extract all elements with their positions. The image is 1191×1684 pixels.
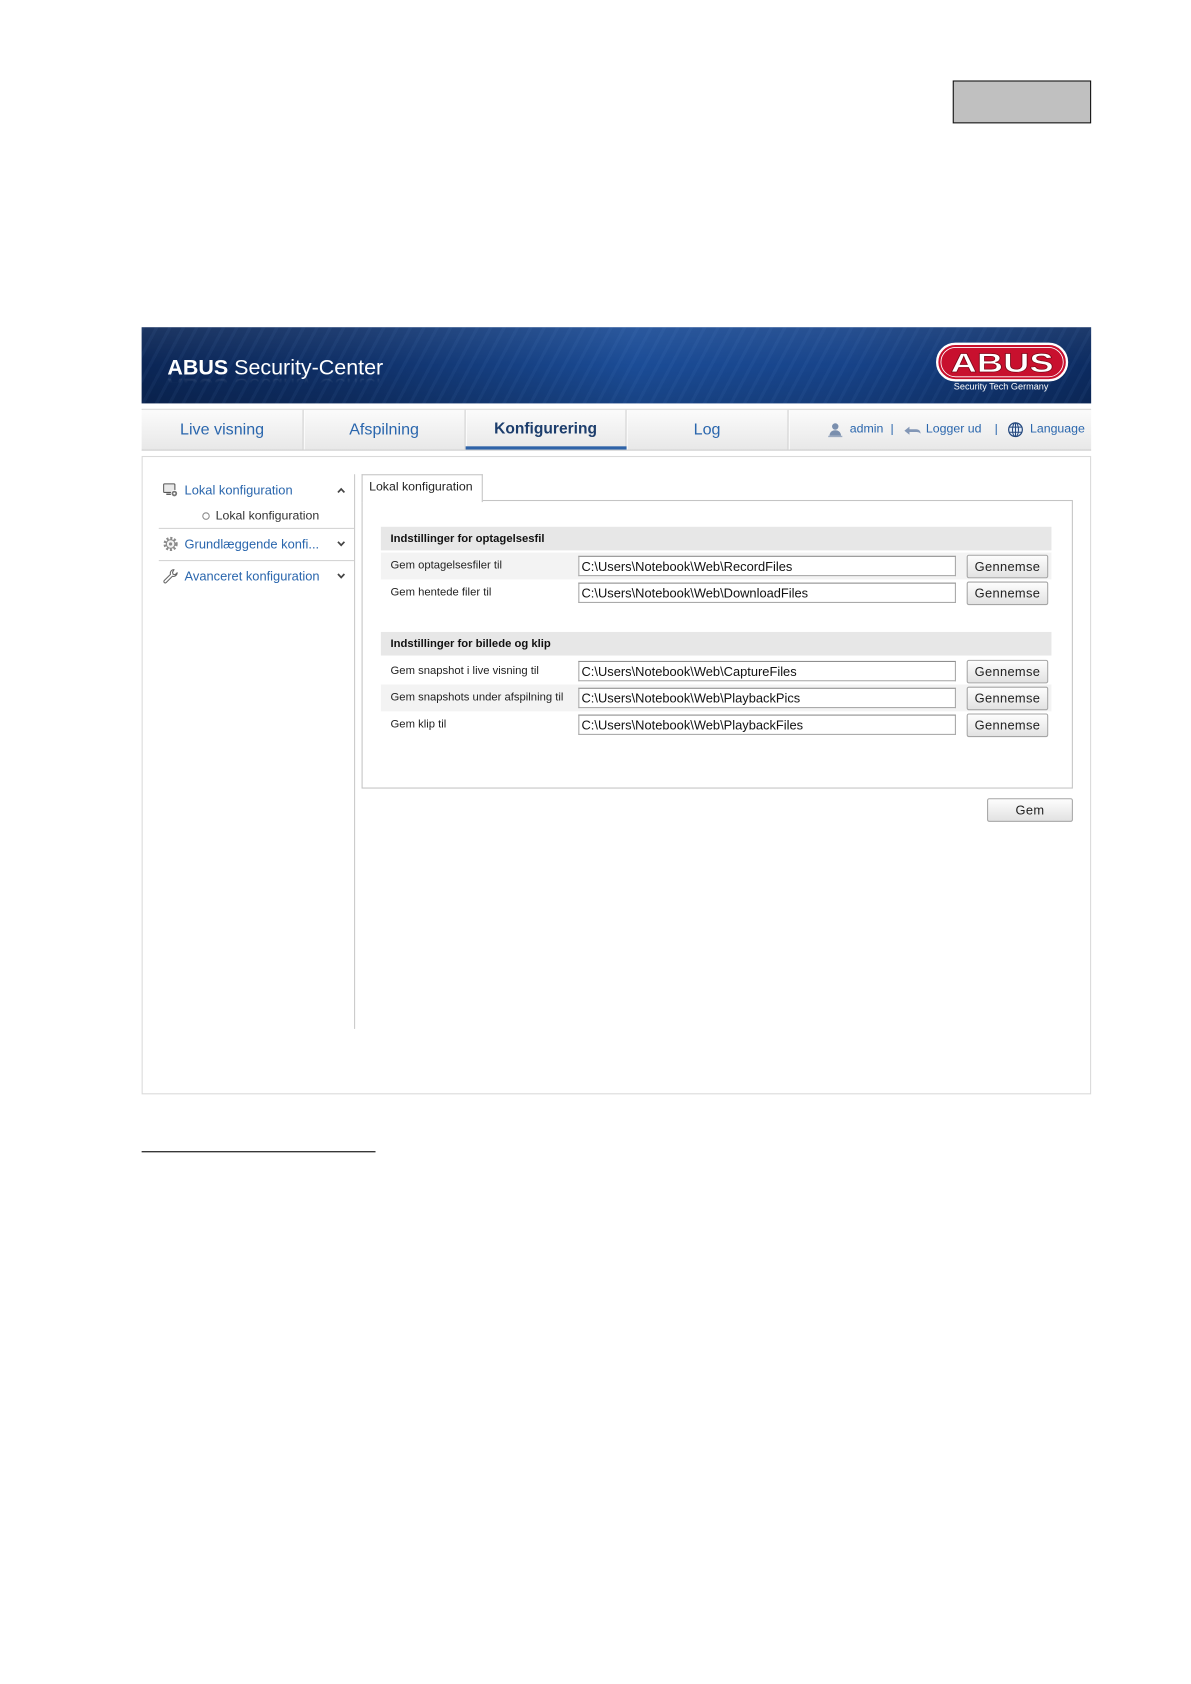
monitor-settings-icon [163,483,178,498]
sidebar-item-local-config[interactable] [159,504,354,528]
setting-row [381,658,1052,685]
app-title-product: Security-Center [234,356,384,380]
abus-logo [936,342,1069,382]
browse-button[interactable]: Gennemse [967,713,1049,737]
menu-separator: | [994,422,998,436]
settings-panel [362,500,1073,789]
wrench-icon [163,569,178,584]
setting-row [381,553,1052,580]
app-title [167,356,383,381]
sidebar-group-local-config[interactable] [159,479,354,503]
sidebar-item-label: Lokal konfiguration [215,509,320,523]
path-input[interactable] [578,556,956,576]
sidebar-divider-line [159,560,354,561]
section-header: Indstillinger for billede og klip [381,632,1052,656]
language-link[interactable]: Language [1029,422,1085,436]
sidebar-divider-line [159,528,354,529]
settings-section-record-files [381,527,1052,606]
footnote-separator [142,1151,376,1152]
logout-icon [903,424,921,437]
setting-row [381,685,1052,712]
tab-label: Afspilning [349,420,419,439]
content-area [142,456,1092,1094]
chevron-down-icon[interactable] [337,573,346,579]
browse-button[interactable]: Gennemse [967,555,1049,579]
menu-separator: | [890,422,894,436]
globe-icon [1007,422,1023,438]
setting-label: Gem optagelsesfiler til [390,558,502,572]
tab-label: Log [693,420,721,439]
chevron-down-icon[interactable] [337,541,346,547]
browse-button[interactable]: Gennemse [967,687,1049,711]
setting-row [381,711,1052,738]
save-button[interactable]: Gem [987,798,1073,822]
sidebar-vertical-divider [354,474,355,1029]
main-navigation [142,409,1092,451]
logout-link[interactable]: Logger ud [925,422,982,436]
circle-bullet-icon [202,512,211,521]
user-icon [827,422,843,438]
abus-web-interface [142,327,1092,1094]
path-input[interactable] [578,661,956,681]
sidebar-group-advanced-config[interactable] [159,564,354,588]
gear-icon [163,536,178,551]
tab-label: Live visning [180,420,265,439]
settings-section-images-clips [381,632,1052,738]
sidebar-group-basic-config[interactable] [159,532,354,556]
tab-konfigurering[interactable] [466,410,627,450]
tab-log[interactable] [627,410,789,450]
sidebar-group-label: Avanceret konfiguration [184,568,320,584]
browse-button[interactable]: Gennemse [967,660,1049,684]
tab-label: Konfigurering [494,420,597,438]
path-input[interactable] [578,583,956,603]
setting-row [381,579,1052,606]
tab-live-visning[interactable] [142,410,304,450]
abus-logo-wordmark: ABUS [950,347,1054,378]
path-input[interactable] [578,688,956,708]
setting-label: Gem snapshots under afspilning til [390,690,564,704]
tab-afspilning[interactable] [304,410,466,450]
gray-placeholder-box [953,80,1091,123]
chevron-up-icon[interactable] [337,487,346,493]
logo-tagline: Security Tech Germany [953,380,1049,392]
setting-label: Gem snapshot i live visning til [390,664,539,677]
section-header: Indstillinger for optagelsesfil [381,527,1052,551]
app-header [142,327,1092,403]
username-label: admin [849,422,884,436]
path-input[interactable] [578,715,956,735]
sidebar-group-label: Lokal konfiguration [184,482,293,498]
browse-button[interactable]: Gennemse [967,582,1049,606]
setting-label: Gem hentede filer til [390,585,492,599]
active-tab-indicator [466,446,627,449]
tab-local-configuration[interactable]: Lokal konfiguration [362,474,483,502]
app-title-brand: ABUS [167,356,229,380]
sidebar-group-label: Grundlæggende konfi... [184,536,320,552]
setting-label: Gem klip til [390,717,447,731]
